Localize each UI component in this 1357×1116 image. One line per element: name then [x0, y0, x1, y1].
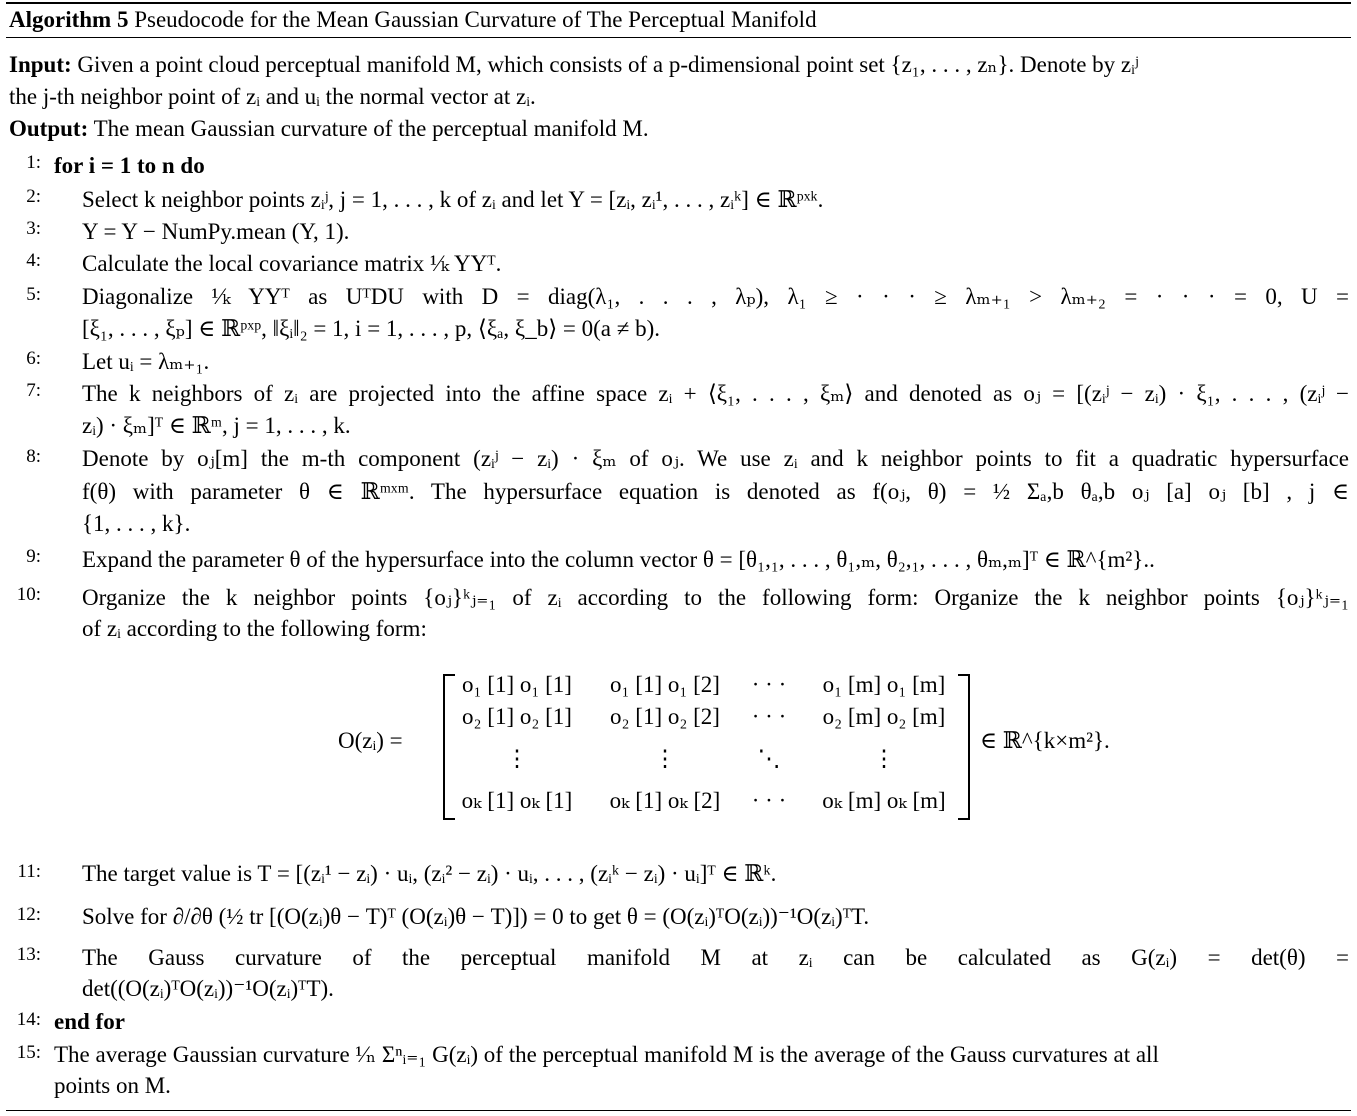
step-4-line-1: Calculate the local covariance matrix ¹⁄ₖ YYᵀ. [82, 251, 502, 276]
matrix-cell: o₂ [1] o₂ [1] [462, 704, 572, 729]
header-rule [6, 37, 1351, 38]
step-2-line-1: Select k neighbor points zᵢʲ, j = 1, . . . , k of zᵢ and let Y = [zᵢ, zᵢ¹, . . . , zᵢᵏ] ∈ ℝᵖˣᵏ. [82, 187, 824, 212]
matrix-cell: ⋱ [757, 746, 781, 771]
step-number: 9: [26, 546, 41, 567]
step-number: 3: [26, 218, 41, 239]
matrix-cell: o₁ [1] o₁ [1] [462, 672, 572, 697]
step-7-line-1: The k neighbors of zᵢ are projected into the affine space zᵢ + ⟨ξ₁, . . . , ξₘ⟩ and denoted as oⱼ = [(zᵢʲ − zᵢ) · ξ₁, . . . , (zᵢʲ − [82, 381, 1349, 406]
step-number: 7: [26, 380, 41, 401]
algorithm-label: Algorithm 5 [9, 7, 129, 32]
input-text-2: the j-th neighbor point of zᵢ and uᵢ the normal vector at zᵢ. [9, 84, 536, 109]
algorithm-header [9, 5, 1349, 35]
matrix-cell: oₖ [1] oₖ [1] [461, 788, 573, 813]
step-8-line-3: {1, . . . , k}. [82, 511, 191, 536]
step-8-line-2: f(θ) with parameter θ ∈ ℝᵐˣᵐ. The hypersurface equation is denoted as f(oⱼ, θ) = ½ Σₐ,b θₐ,b oⱼ [a] oⱼ [b] , j ∈ [82, 479, 1349, 504]
matrix-cell: · · · [751, 704, 787, 729]
step-12-line-1: Solve for ∂/∂θ (½ tr [(O(zᵢ)θ − T)ᵀ (O(zᵢ)θ − T)]) = 0 to get θ = (O(zᵢ)ᵀO(zᵢ))⁻¹O(zᵢ)ᵀT. [82, 904, 870, 929]
input-line-1 [9, 50, 1349, 80]
matrix-cell: o₂ [m] o₂ [m] [822, 704, 946, 729]
matrix-cell: · · · [751, 788, 787, 813]
matrix-rhs: ∈ ℝ^{k×m²}. [980, 728, 1110, 753]
matrix-cell: o₁ [1] o₁ [2] [610, 672, 720, 697]
step-5-line-2: [ξ₁, . . . , ξₚ] ∈ ℝᵖˣᵖ, ‖ξᵢ‖₂ = 1, i = 1, . . . , p, ⟨ξₐ, ξ_b⟩ = 0(a ≠ b). [82, 316, 661, 341]
step-15-line-2: points on M. [54, 1073, 171, 1098]
matrix-cell: o₁ [m] o₁ [m] [822, 672, 946, 697]
matrix-cell: o₂ [1] o₂ [2] [610, 704, 720, 729]
step-number: 13: [16, 944, 41, 965]
step-6-line-1: Let uᵢ = λₘ₊₁. [82, 349, 210, 374]
output-text: The mean Gaussian curvature of the perceptual manifold M. [93, 116, 649, 141]
step-number: 8: [26, 446, 41, 467]
step-8-line-1: Denote by oⱼ[m] the m-th component (zᵢʲ − zᵢ) · ξₘ of oⱼ. We use zᵢ and k neighbor points to fit a quadratic hypersurface [82, 446, 1349, 471]
for-loop-header: for i = 1 to n do [54, 153, 205, 178]
step-number: 5: [26, 284, 41, 305]
matrix-cell: ⋮ [653, 746, 677, 771]
input-line-2 [9, 82, 1349, 112]
algorithm-title: Pseudocode for the Mean Gaussian Curvature of The Perceptual Manifold [134, 7, 817, 32]
right-bracket [958, 674, 970, 820]
step-13-line-1: The Gauss curvature of the perceptual manifold M at zᵢ can be calculated as G(zᵢ) = det(θ) = [82, 945, 1349, 970]
step-number: 1: [26, 152, 41, 173]
matrix-cell: ⋮ [505, 746, 529, 771]
step-13-line-2: det((O(zᵢ)ᵀO(zᵢ))⁻¹O(zᵢ)ᵀT). [82, 976, 334, 1001]
input-label: Input: [9, 52, 72, 77]
step-number: 15: [16, 1042, 41, 1063]
step-10-line-1: Organize the k neighbor points {oⱼ}ᵏⱼ₌₁ of zᵢ according to the following form: Organize the k neighbor points {oⱼ}ᵏⱼ₌₁ [82, 585, 1349, 610]
matrix-cell: · · · [751, 672, 787, 697]
bottom-rule [6, 1110, 1351, 1111]
step-number: 10: [16, 584, 41, 605]
top-rule [6, 2, 1351, 4]
matrix-cell: oₖ [1] oₖ [2] [609, 788, 721, 813]
step-9-line-1: Expand the parameter θ of the hypersurface into the column vector θ = [θ₁,₁, . . . , θ₁,ₘ, θ₂,₁, . . . , θₘ,ₘ]ᵀ ∈ ℝ^{m²}.. [82, 547, 1155, 572]
step-number: 6: [26, 348, 41, 369]
matrix-equation [338, 672, 1110, 820]
matrix-lhs: O(zᵢ) = [338, 728, 403, 753]
matrix-cell: oₖ [m] oₖ [m] [822, 788, 946, 813]
step-number: 12: [16, 904, 41, 925]
output-line [9, 114, 1349, 144]
input-text-1: Given a point cloud perceptual manifold M, which consists of a p-dimensional point set {z₁, . . . , zₙ}. Denote by zᵢʲ [77, 52, 1139, 77]
step-11-line-1: The target value is T = [(zᵢ¹ − zᵢ) · uᵢ, (zᵢ² − zᵢ) · uᵢ, . . . , (zᵢᵏ − zᵢ) · uᵢ]ᵀ ∈ ℝᵏ. [82, 861, 777, 886]
step-3-line-1: Y = Y − NumPy.mean (Y, 1). [82, 219, 350, 244]
step-number: 2: [26, 186, 41, 207]
step-5-line-1: Diagonalize ¹⁄ₖ YYᵀ as UᵀDU with D = diag(λ₁, . . . , λₚ), λ₁ ≥ · · · ≥ λₘ₊₁ > λₘ₊₂ = · · · = 0, U = [82, 284, 1349, 309]
step-number: 14: [16, 1009, 41, 1030]
matrix-cell: ⋮ [872, 746, 896, 771]
step-15-line-1: The average Gaussian curvature ¹⁄ₙ Σⁿᵢ₌₁ G(zᵢ) of the perceptual manifold M is the average of the Gauss curvatures at all [54, 1042, 1159, 1067]
step-number: 4: [26, 250, 41, 271]
output-label: Output: [9, 116, 89, 141]
step-number: 11: [17, 861, 41, 882]
step-7-line-2: zᵢ) · ξₘ]ᵀ ∈ ℝᵐ, j = 1, . . . , k. [82, 413, 351, 438]
end-for: end for [54, 1009, 125, 1034]
step-10-line-2: of zᵢ according to the following form: [82, 616, 427, 641]
